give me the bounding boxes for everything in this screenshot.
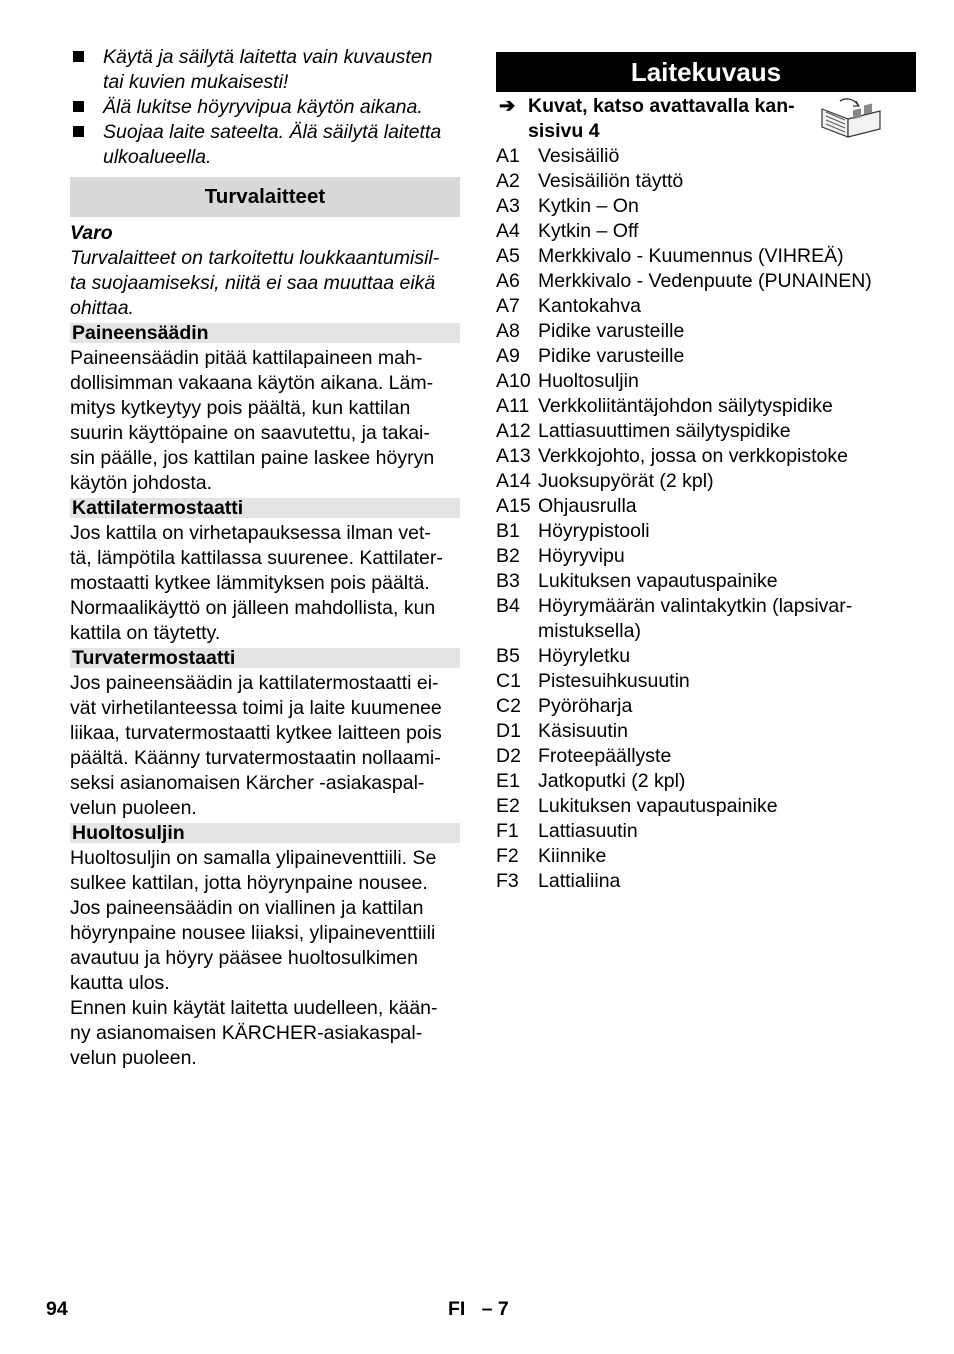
component-name-line: Froteepäällyste xyxy=(538,745,672,767)
section-heading-safety-devices: Turvalaitteet xyxy=(70,177,460,217)
subsection-heading: Kattilatermostaatti xyxy=(70,498,460,518)
component-list-item xyxy=(496,469,916,494)
body-text-line: käytön johdosta. xyxy=(70,472,213,494)
right-column xyxy=(496,45,916,894)
component-code: A14 xyxy=(496,470,531,492)
page-language-index: FI – 7 xyxy=(448,1298,509,1320)
component-list-item xyxy=(496,169,916,194)
component-list-item xyxy=(496,219,916,244)
component-code: A4 xyxy=(496,220,520,242)
reference-text-line: Kuvat, katso avattavalla kan- xyxy=(528,95,795,117)
component-list xyxy=(496,144,916,894)
component-list-item xyxy=(496,494,916,519)
square-bullet-icon xyxy=(73,51,84,62)
open-book-icon xyxy=(818,95,884,139)
component-list-item xyxy=(496,319,916,344)
body-text-line: päältä. Käänny turvatermostaatin nollaami- xyxy=(70,747,441,769)
component-list-item xyxy=(496,144,916,169)
body-text-line: liikaa, turvatermostaatti kytkee laitteen pois xyxy=(70,722,442,744)
component-code: C1 xyxy=(496,670,521,692)
component-list-item xyxy=(496,344,916,369)
bullet-item xyxy=(70,45,460,95)
component-list-item xyxy=(496,769,916,794)
component-code: A11 xyxy=(496,395,530,417)
body-text-line: höyrynpaine nousee liiaksi, ylipaineventtiili xyxy=(70,922,436,944)
component-list-item xyxy=(496,444,916,469)
caution-text xyxy=(70,246,460,321)
body-text-line: Huoltosuljin on samalla ylipaineventtiili. Se xyxy=(70,847,437,869)
component-code: B3 xyxy=(496,570,520,592)
component-code: A8 xyxy=(496,320,520,342)
component-code: E1 xyxy=(496,770,520,792)
body-text-line: kattila on täytetty. xyxy=(70,622,221,644)
component-code: B2 xyxy=(496,545,520,567)
component-list-item xyxy=(496,869,916,894)
component-name-line: Vesisäiliön täyttö xyxy=(538,170,684,192)
reference-text-line: sisivu 4 xyxy=(528,120,600,142)
body-text-line: suurin käyttöpaine on saavutettu, ja takai- xyxy=(70,422,430,444)
component-name-line: Pidike varusteille xyxy=(538,320,685,342)
body-text-line: avautuu ja höyry pääsee huoltosulkimen xyxy=(70,947,418,969)
body-text-line: seksi asianomaisen Kärcher -asiakaspal- xyxy=(70,772,425,794)
caution-text-line: ta suojaamiseksi, niitä ei saa muuttaa eikä xyxy=(70,272,436,294)
component-list-item xyxy=(496,194,916,219)
body-text-line: Jos paineensäädin on viallinen ja kattilan xyxy=(70,897,424,919)
component-list-item xyxy=(496,594,916,644)
component-code: F1 xyxy=(496,820,519,842)
component-code: A6 xyxy=(496,270,520,292)
component-name-line: Kytkin – On xyxy=(538,195,639,217)
component-list-item xyxy=(496,669,916,694)
body-text-line: mitys kytkeytyy pois päältä, kun kattilan xyxy=(70,397,411,419)
component-list-item xyxy=(496,244,916,269)
component-code: A12 xyxy=(496,420,531,442)
component-name-line: Lukituksen vapautuspainike xyxy=(538,795,778,817)
bullet-text-line: tai kuvien mukaisesti! xyxy=(103,71,289,93)
bullet-text-line: Suojaa laite sateelta. Älä säilytä laitetta xyxy=(103,121,442,143)
component-name-line: Höyrypistooli xyxy=(538,520,650,542)
component-list-item xyxy=(496,744,916,769)
component-list-item xyxy=(496,519,916,544)
caution-label: Varo xyxy=(70,222,113,244)
component-list-item xyxy=(496,419,916,444)
component-list-item xyxy=(496,819,916,844)
component-name-line: Merkkivalo - Vedenpuute (PUNAINEN) xyxy=(538,270,872,292)
component-code: A7 xyxy=(496,295,520,317)
component-name-line: Jatkoputki (2 kpl) xyxy=(538,770,686,792)
component-list-item xyxy=(496,269,916,294)
body-text-line: mostaatti kytkee lämmityksen pois päältä. xyxy=(70,572,430,594)
page-number: 94 xyxy=(46,1298,68,1320)
body-text-line: Paineensäädin pitää kattilapaineen mah- xyxy=(70,347,423,369)
bullet-list xyxy=(70,45,460,170)
component-name-line: Kiinnike xyxy=(538,845,607,867)
component-name-line: Lattialiina xyxy=(538,870,621,892)
body-text-line: velun puoleen. xyxy=(70,1047,197,1069)
bullet-text-line: ulkoalueella. xyxy=(103,146,212,168)
body-text-line: velun puoleen. xyxy=(70,797,197,819)
component-name-line: Verkkoliitäntäjohdon säilytyspidike xyxy=(538,395,833,417)
component-name-line: Pyöröharja xyxy=(538,695,633,717)
square-bullet-icon xyxy=(73,101,84,112)
component-code: F2 xyxy=(496,845,519,867)
body-text-line: dollisimman vakaana käytön aikana. Läm- xyxy=(70,372,434,394)
body-text-line: vät virhetilanteessa toimi ja laite kuumenee xyxy=(70,697,442,719)
component-name-line: Merkkivalo - Kuumennus (VIHREÄ) xyxy=(538,245,844,267)
component-code: F3 xyxy=(496,870,519,892)
caution-text-line: Turvalaitteet on tarkoitettu loukkaantumisil- xyxy=(70,247,440,269)
component-code: D2 xyxy=(496,745,521,767)
component-name-line: Lukituksen vapautuspainike xyxy=(538,570,778,592)
square-bullet-icon xyxy=(73,126,84,137)
bullet-item xyxy=(70,95,460,120)
body-text-line: Jos kattila on virhetapauksessa ilman vet- xyxy=(70,522,431,544)
body-text-line: Normaalikäyttö on jälleen mahdollista, kun xyxy=(70,597,436,619)
component-code: D1 xyxy=(496,720,521,742)
body-text-line: ny asianomaisen KÄRCHER-asiakaspal- xyxy=(70,1022,423,1044)
component-code: C2 xyxy=(496,695,521,717)
component-list-item xyxy=(496,294,916,319)
body-text-line: tä, lämpötila kattilassa suurenee. Kattilater- xyxy=(70,547,443,569)
left-column xyxy=(70,45,460,1071)
component-list-item xyxy=(496,794,916,819)
component-name-line: Huoltosuljin xyxy=(538,370,639,392)
component-list-item xyxy=(496,694,916,719)
component-name-line: Höyryletku xyxy=(538,645,631,667)
component-name-line: Ohjausrulla xyxy=(538,495,637,517)
component-name-line: Juoksupyörät (2 kpl) xyxy=(538,470,714,492)
component-code: A3 xyxy=(496,195,520,217)
component-name-line: Kytkin – Off xyxy=(538,220,639,242)
component-code: A9 xyxy=(496,345,520,367)
component-list-item xyxy=(496,569,916,594)
component-name-line: Pidike varusteille xyxy=(538,345,685,367)
component-name-line: Höyryvipu xyxy=(538,545,625,567)
component-code: E2 xyxy=(496,795,520,817)
component-code: B5 xyxy=(496,645,520,667)
component-list-item xyxy=(496,544,916,569)
component-name-line: Pistesuihkusuutin xyxy=(538,670,690,692)
body-text-line: Ennen kuin käytät laitetta uudelleen, kään- xyxy=(70,997,438,1019)
subsection-heading: Huoltosuljin xyxy=(70,823,460,843)
component-list-item xyxy=(496,369,916,394)
bullet-text-line: Käytä ja säilytä laitetta vain kuvausten xyxy=(103,46,433,68)
bullet-text-line: Älä lukitse höyryvipua käytön aikana. xyxy=(103,96,423,118)
component-name-line: Vesisäiliö xyxy=(538,145,620,167)
component-code: A13 xyxy=(496,445,531,467)
body-text-line: sulkee kattilan, jotta höyrynpaine nousee. xyxy=(70,872,428,894)
component-code: A1 xyxy=(496,145,520,167)
caution-text-line: ohittaa. xyxy=(70,297,134,319)
subsection-heading: Turvatermostaatti xyxy=(70,648,460,668)
component-code: A15 xyxy=(496,495,531,517)
bullet-item xyxy=(70,120,460,170)
component-name-line: Käsisuutin xyxy=(538,720,628,742)
component-name-line: Lattiasuutin xyxy=(538,820,638,842)
body-text-line: kautta ulos. xyxy=(70,972,170,994)
component-list-item xyxy=(496,644,916,669)
component-list-item xyxy=(496,719,916,744)
arrow-right-icon: ➔ xyxy=(499,95,516,117)
component-code: A10 xyxy=(496,370,531,392)
component-list-item xyxy=(496,394,916,419)
component-name-line: mistuksella) xyxy=(538,620,641,642)
section-title-device-description: Laitekuvaus xyxy=(496,52,916,92)
component-name-line: Lattiasuuttimen säilytyspidike xyxy=(538,420,791,442)
component-code: A2 xyxy=(496,170,520,192)
subsection-heading: Paineensäädin xyxy=(70,323,460,343)
component-name-line: Kantokahva xyxy=(538,295,641,317)
component-name-line: Höyrymäärän valintakytkin (lapsivar- xyxy=(538,595,853,617)
body-text-line: sin päälle, jos kattilan paine laskee höyryn xyxy=(70,447,435,469)
component-name-line: Verkkojohto, jossa on verkkopistoke xyxy=(538,445,849,467)
component-list-item xyxy=(496,844,916,869)
safety-device-sections xyxy=(70,323,460,1071)
body-text-line: Jos paineensäädin ja kattilatermostaatti ei- xyxy=(70,672,439,694)
component-code: B4 xyxy=(496,595,520,617)
component-code: A5 xyxy=(496,245,520,267)
component-code: B1 xyxy=(496,520,520,542)
